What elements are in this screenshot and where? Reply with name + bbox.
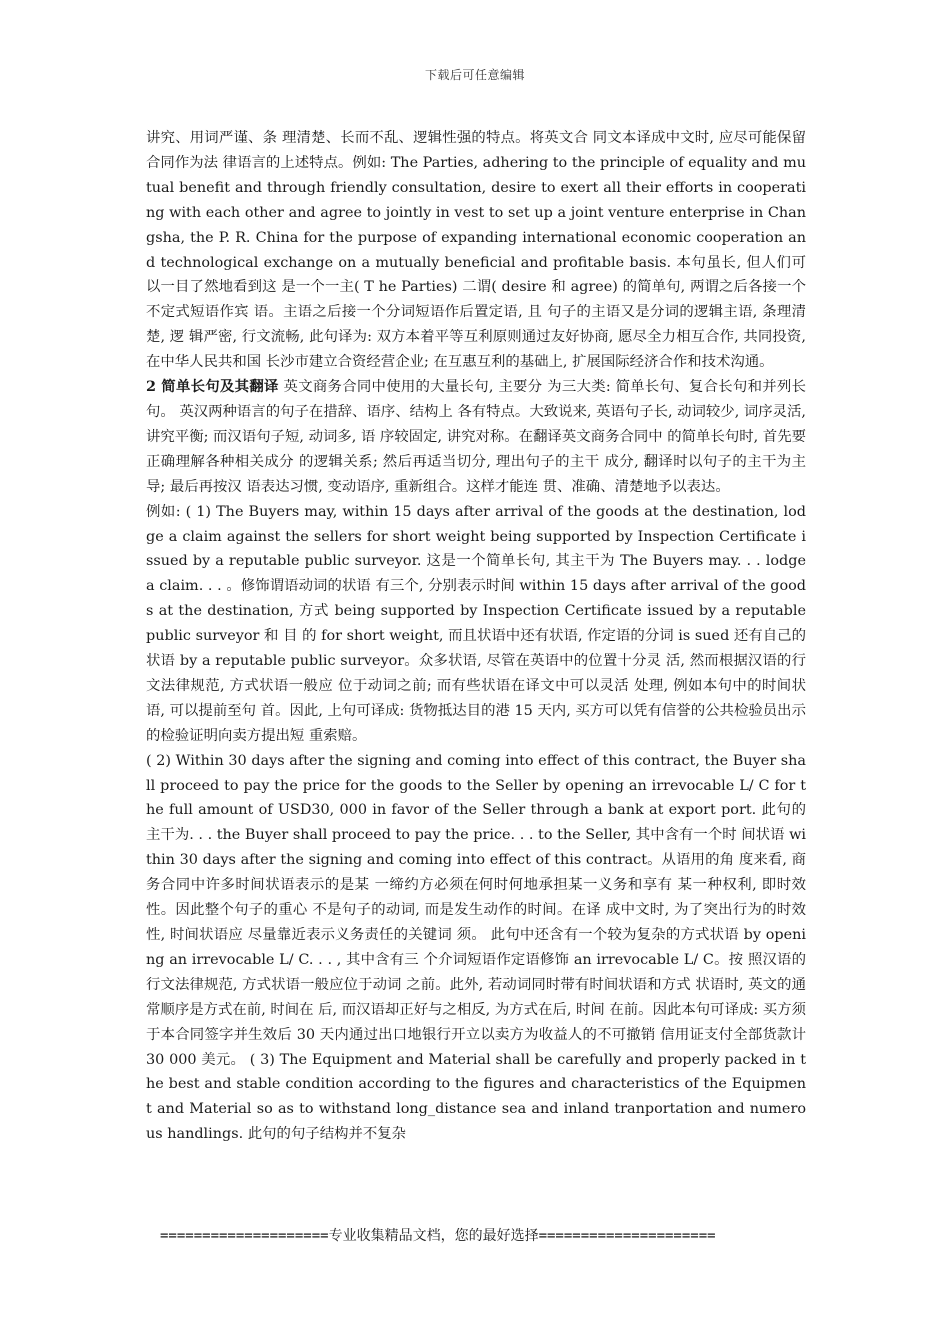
paragraph-example-2: ( 2) Within 30 days after the signing and coming into effect of this contract, the Buyer shall proceed to pay the price for the goods to the Seller by opening an irrevocable L/ C for the full amount of USD30, 000 in favor of the Seller through a bank at export port. 此句的主干为. . . the Buyer shall proceed to pay the price. . . to the Seller, 其中含有一个时 间状语 within 30 days after the signing and coming into effect of this contract。从语用的角 度来看, 商务合同中许多时间状语表示的是某 一缔约方必须在何时何地承担某一义务和享有 某一种权利, 即时效性。因此整个句子的重心 不是句子的动词, 而是发生动作的时间。在译 成中文时, 为了突出行为的时效性, 时间状语应 尽量靠近表示义务责任的关键词 须。 此句中还含有一个较为复杂的方式状语 by opening an irrevocable L/ C. . . , 其中含有三 个介词短语作定语修饰 an irrevocable L/ C。按 照汉语的行文法律规范, 方式状语一般应位于动词 之前。此外, 若动词同时带有时间状语和方式 状语时, 英文的通常顺序是方式在前, 时间在 后, 而汉语却正好与之相反, 为方式在后, 时间 在前。因此本句可译成: 买方须于本合同签字并生效后 30 天内通过出口地银行开立以卖方为收益人的不可撤销 信用证支付全部货款计 30 000 美元。 ( 3) The Equipment and Material shall be carefully and properly packed in the best and stable condition according to the figures and characteristics of the Equipment and Material so as to withstand long_distance sea and inland tranportation and numerous handlings. 此句的句子结构并不复杂 xyxy=(146,752,806,1143)
section-heading: 2 简单长句及其翻译 xyxy=(146,378,279,396)
section-text: 英文商务合同中使用的大量长句, 主要分 为三大类: 简单长句、复合长句和并列长句。 英汉两种语言的句子在措辞、语序、结构上 各有特点。大致说来, 英语句子长, 动词较少, 词序灵活, 讲究平衡; 而汉语句子短, 动词多, 语 序较固定, 讲究对称。在翻译英文商务合同中 的简单长句时, 首先要正确理解各种相关成分 的逻辑关系; 然后再适当切分, 理出句子的主干 成分, 翻译时以句子的主干为主导; 最后再按汉 语表达习惯, 变动语序, 重新组合。这样才能连 贯、准确、清楚地予以表达。 xyxy=(146,379,806,495)
paragraph-intro: 讲究、用词严谨、条 理清楚、长而不乱、逻辑性强的特点。将英文合 同文本译成中文时, 应尽可能保留合同作为法 律语言的上述特点。例如: The Parties, adhering to the principle of equality and mutual benefit and through friendly consultation, desire to exert all their efforts in cooperating with each other and agree to jointly in vest to set up a joint venture enterprise in Changsha, the P. R. China for the purpose of expanding international economic cooperation and technological exchange on a mutually beneficial and profitable basis. 本句虽长, 但人们可以一目了然地看到这 是一个一主( T he Parties) 二谓( desire 和 agree) 的简单句, 两谓之后各接一个不定式短语作宾 语。主语之后接一个分词短语作后置定语, 且 句子的主语又是分词的逻辑主语, 条理清楚, 逻 辑严密, 行文流畅, 此句译为: 双方本着平等互利原则通过友好协商, 愿尽全力相互合作, 共同投资, 在中华人民共和国 长沙市建立合资经营企业; 在互惠互利的基础上, 扩展国际经济合作和技术沟通。 xyxy=(146,130,806,371)
page-footer: ====================专业收集精品文档，您的最好选择===================== xyxy=(160,1228,716,1244)
paragraph-example-1: 例如: ( 1) The Buyers may, within 15 days after arrival of the goods at the destination, lodge a claim against the sellers for short weight being supported by Inspection Certificate issued by a reputable public surveyor. 这是一个简单长句, 其主干为 The Buyers may. . . lodge a claim. . . 。修饰谓语动词的状语 有三个, 分别表示时间 within 15 days after arrival of the goods at the destination, 方式 being supported by Inspection Certificate issued by a reputable public surveyor 和 目 的 for short weight, 而且状语中还有状语, 作定语的分词 is sued 还有自己的状语 by a reputable public surveyor。众多状语, 尽管在英语中的位置十分灵 活, 然而根据汉语的行文法律规范, 方式状语一般应 位于动词之前; 而有些状语在译文中可以灵活 处理, 例如本句中的时间状语, 可以提前至句 首。因此, 上句可译成: 货物抵达目的港 15 天内, 买方可以凭有信誉的公共检验员出示的检验证明向卖方提出短 重索赔。 xyxy=(146,503,806,744)
document-body xyxy=(146,126,806,1147)
paragraph-section-2 xyxy=(146,375,806,500)
page-header: 下载后可任意编辑 xyxy=(424,68,525,82)
